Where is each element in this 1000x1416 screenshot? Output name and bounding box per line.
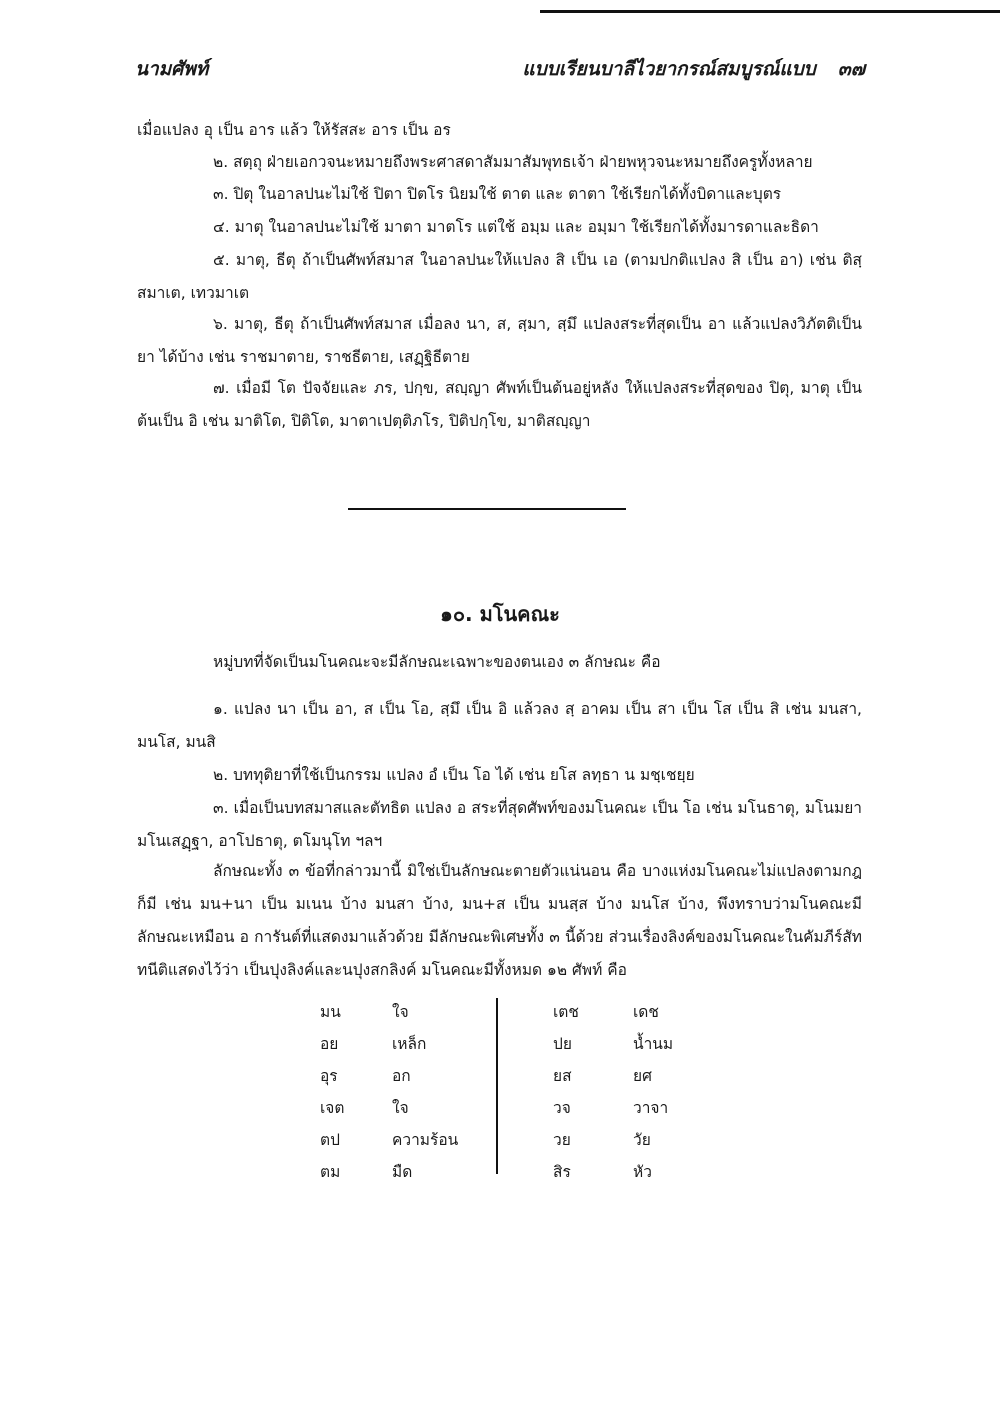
table-row (320, 1028, 700, 1060)
vocabulary-table (320, 996, 700, 1181)
pali-word: วจ (553, 1099, 571, 1117)
pali-word: อุร (320, 1067, 338, 1085)
thai-meaning: มืด (392, 1163, 413, 1181)
pali-word: เจต (320, 1099, 345, 1117)
pali-word: สิร (553, 1163, 571, 1181)
intro-paragraph-5: ๕. มาตุ, ธีตุ ถ้าเป็นศัพท์สมาส ในอาลปนะให้แปลง สิ เป็น เอ (ตามปกติแปลง สิ เป็น อา) เช่น ติสฺสมาเต, เทวมาเต (137, 251, 862, 302)
pali-word: ปย (553, 1035, 572, 1053)
pali-word: ยส (553, 1067, 572, 1085)
section-paragraph-5: ลักษณะทั้ง ๓ ข้อที่กล่าวมานี้ มิใช่เป็นลักษณะตายตัวแน่นอน คือ บางแห่งมโนคณะไม่แปลงตามกฎก็มี เช่น มน+นา เป็น มเนน บ้าง มนสา บ้าง, มน+ส เป็น มนสฺส บ้าง มนโส บ้าง, พึงทราบว่ามโนคณะมีลักษณะเหมือน อ การันต์ที่แสดงมาแล้วด้วย มีลักษณะพิเศษทั้ง ๓ นี้ด้วย ส่วนเรื่องลิงค์ของมโนคณะในคัมภีร์สัททนีติแสดงไว้ว่า เป็นปุงลิงค์และนปุงสกลิงค์ มโนคณะมีทั้งหมด ๑๒ ศัพท์ คือ (137, 862, 862, 979)
intro-paragraph-7: ๗. เมื่อมี โต ปัจจัยและ ภร, ปกฺข, สญฺญา ศัพท์เป็นต้นอยู่หลัง ให้แปลงสระที่สุดของ ปิตุ, มาตุ เป็น ต้นเป็น อิ เช่น มาติโต, ปิติโต, มาตาเปตฺติภโร, ปิติปกฺโข, มาติสญฺญา (137, 379, 862, 430)
thai-meaning: น้ำนม (633, 1035, 674, 1053)
table-row (320, 1092, 700, 1124)
section-paragraph-3: ๒. บททุติยาที่ใช้เป็นกรรม แปลง อํ เป็น โอ ได้ เช่น ยโส ลทฺธา น มชฺเชยฺย (213, 766, 695, 784)
thai-meaning: วาจา (633, 1099, 669, 1117)
thai-meaning: หัว (633, 1163, 652, 1181)
thai-meaning: วัย (633, 1131, 651, 1149)
thai-meaning: ใจ (392, 1099, 409, 1117)
section-paragraph-2: ๑. แปลง นา เป็น อา, ส เป็น โอ, สฺมึ เป็น อิ แล้วลง สฺ อาคม เป็น สา เป็น โส เป็น สิ เช่น มนสา, มนโส, มนสิ (137, 700, 862, 751)
table-row (320, 1124, 700, 1156)
thai-meaning: ความร้อน (392, 1131, 459, 1149)
running-header (0, 54, 1000, 84)
page-number: ๓๗ (837, 58, 865, 80)
pali-word: ตม (320, 1163, 341, 1181)
thai-meaning: อก (392, 1067, 411, 1085)
intro-paragraph-1: เมื่อแปลง อุ เป็น อาร แล้ว ให้รัสสะ อาร เป็น อร (137, 121, 451, 139)
header-book-title (522, 54, 865, 84)
thai-meaning: เดช (633, 1003, 659, 1021)
section-paragraph-1: หมู่บทที่จัดเป็นมโนคณะจะมีลักษณะเฉพาะของตนเอง ๓ ลักษณะ คือ (213, 653, 661, 671)
book-title: แบบเรียนบาลีไวยากรณ์สมบูรณ์แบบ (522, 58, 816, 80)
pali-word: มน (320, 1003, 341, 1021)
section-title: ๑๐. มโนคณะ (440, 602, 560, 626)
pali-word: ตป (320, 1131, 340, 1149)
thai-meaning: ใจ (392, 1003, 409, 1021)
intro-paragraph-4: ๔. มาตุ ในอาลปนะไม่ใช้ มาตา มาตโร แต่ใช้ อมฺม และ อมฺมา ใช้เรียกได้ทั้งมารดาและธิดา (213, 218, 819, 236)
pali-word: วย (553, 1131, 571, 1149)
section-paragraph-4: ๓. เมื่อเป็นบทสมาสและตัทธิต แปลง อ สระที่สุดศัพท์ของมโนคณะ เป็น โอ เช่น มโนธาตุ, มโนมยา มโนเสฏฺฐา, อาโปธาตุ, ตโมนุโท ฯลฯ (137, 799, 862, 850)
table-row (320, 996, 700, 1028)
table-row (320, 1060, 700, 1092)
intro-paragraph-6: ๖. มาตุ, ธีตุ ถ้าเป็นศัพท์สมาส เมื่อลง นา, ส, สฺมา, สฺมึ แปลงสระที่สุดเป็น อา แล้วแปลงวิภัตติเป็น ยา ได้บ้าง เช่น ราชมาตาย, ราชธีตาย, เสฏฺฐิธีตาย (137, 315, 862, 366)
thai-meaning: ยศ (633, 1067, 652, 1085)
section-divider (348, 508, 626, 510)
pali-word: อย (320, 1035, 339, 1053)
table-row (320, 1156, 700, 1188)
intro-paragraph-3: ๓. ปิตุ ในอาลปนะไม่ใช้ ปิตา ปิตโร นิยมใช้ ตาต และ ตาตา ใช้เรียกได้ทั้งบิดาและบุตร (213, 185, 782, 203)
pali-word: เตช (553, 1003, 579, 1021)
thai-meaning: เหล็ก (392, 1035, 427, 1053)
header-chapter-title: นามศัพท์ (135, 58, 209, 80)
intro-paragraph-2: ๒. สตฺถุ ฝ่ายเอกวจนะหมายถึงพระศาสดาสัมมาสัมพุทธเจ้า ฝ่ายพหุวจนะหมายถึงครูทั้งหลาย (213, 153, 813, 171)
top-border-line (540, 0, 1000, 13)
